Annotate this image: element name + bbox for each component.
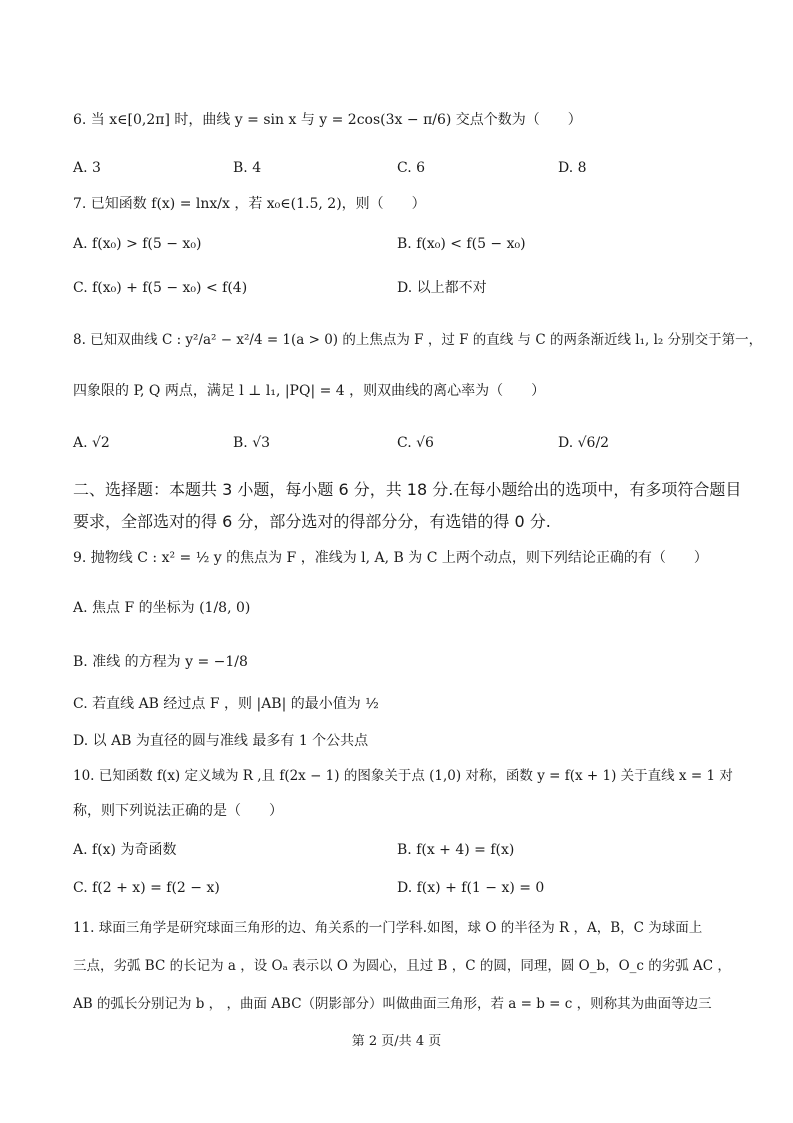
question-6-option-a: A. 3 bbox=[73, 160, 101, 176]
question-8-option-a: A. √2 bbox=[73, 435, 110, 451]
question-6-option-c: C. 6 bbox=[397, 160, 426, 176]
question-8-stem-line-1: 8. 已知双曲线 C : y²/a² − x²/4 = 1(a > 0) 的上焦点为 F ，过 F 的直线 与 C 的两条渐近线 l₁, l₂ 分别交于第一， bbox=[73, 332, 763, 348]
question-6-stem: 6. 当 x∈[0,2π] 时，曲线 y = sin x 与 y = 2cos(3x − π/6) 交点个数为（ ） bbox=[73, 112, 582, 128]
question-9-option-b: B. 准线 的方程为 y = −1/8 bbox=[73, 654, 248, 670]
section-2-heading-line-1: 二、选择题：本题共 3 小题，每小题 6 分，共 18 分.在每小题给出的选项中，有多项符合题目 bbox=[73, 480, 742, 499]
question-10-option-b: B. f(x + 4) = f(x) bbox=[397, 842, 515, 858]
section-2-heading-line-2: 要求，全部选对的得 6 分，部分选对的得部分分，有选错的得 0 分. bbox=[73, 512, 551, 531]
question-9-option-a: A. 焦点 F 的坐标为 (1/8, 0) bbox=[73, 600, 251, 616]
question-10-stem-line-1: 10. 已知函数 f(x) 定义域为 R ,且 f(2x − 1) 的图象关于点 (1,0) 对称，函数 y = f(x + 1) 关于直线 x = 1 对 bbox=[73, 768, 733, 784]
question-11-line-1: 11. 球面三角学是研究球面三角形的边、角关系的一门学科.如图，球 O 的半径为 R ，A，B，C 为球面上 bbox=[73, 920, 703, 936]
question-11-line-2: 三点，劣弧 BC 的长记为 a ，设 Oₐ 表示以 O 为圆心，且过 B ，C 的圆，同理，圆 O_b，O_c 的劣弧 AC ， bbox=[73, 958, 731, 974]
question-6-option-b: B. 4 bbox=[233, 160, 262, 176]
question-8-option-b: B. √3 bbox=[233, 435, 271, 451]
question-7-stem: 7. 已知函数 f(x) = lnx/x ，若 x₀∈(1.5, 2)，则（ ） bbox=[73, 196, 426, 212]
question-7-option-d: D. 以上都不对 bbox=[397, 280, 487, 296]
question-10-option-a: A. f(x) 为奇函数 bbox=[73, 842, 177, 858]
question-10-option-c: C. f(2 + x) = f(2 − x) bbox=[73, 880, 220, 896]
question-7-option-a: A. f(x₀) > f(5 − x₀) bbox=[73, 236, 202, 252]
page-footer: 第 2 页/共 4 页 bbox=[351, 1034, 442, 1049]
question-7-option-c: C. f(x₀) + f(5 − x₀) < f(4) bbox=[73, 280, 248, 296]
question-11-line-3: AB 的弧长分别记为 b ， ，曲面 ABC（阴影部分）叫做曲面三角形，若 a = b = c ，则称其为曲面等边三 bbox=[73, 996, 712, 1012]
question-10-option-d: D. f(x) + f(1 − x) = 0 bbox=[397, 880, 545, 896]
question-7-option-b: B. f(x₀) < f(5 − x₀) bbox=[397, 236, 526, 252]
question-9-stem: 9. 抛物线 C : x² = ½ y 的焦点为 F ，准线为 l, A, B 为 C 上两个动点，则下列结论正确的有（ ） bbox=[73, 550, 708, 566]
question-8-stem-line-2: 四象限的 P, Q 两点，满足 l ⊥ l₁, |PQ| = 4 ，则双曲线的离心率为（ ） bbox=[73, 383, 546, 399]
question-9-option-d: D. 以 AB 为直径的圆与准线 最多有 1 个公共点 bbox=[73, 733, 369, 749]
question-6-option-d: D. 8 bbox=[558, 160, 587, 176]
question-10-stem-line-2: 称，则下列说法正确的是（ ） bbox=[73, 803, 283, 819]
question-8-option-d: D. √6/2 bbox=[558, 435, 610, 451]
question-9-option-c: C. 若直线 AB 经过点 F ，则 |AB| 的最小值为 ½ bbox=[73, 696, 379, 712]
question-8-option-c: C. √6 bbox=[397, 435, 434, 451]
